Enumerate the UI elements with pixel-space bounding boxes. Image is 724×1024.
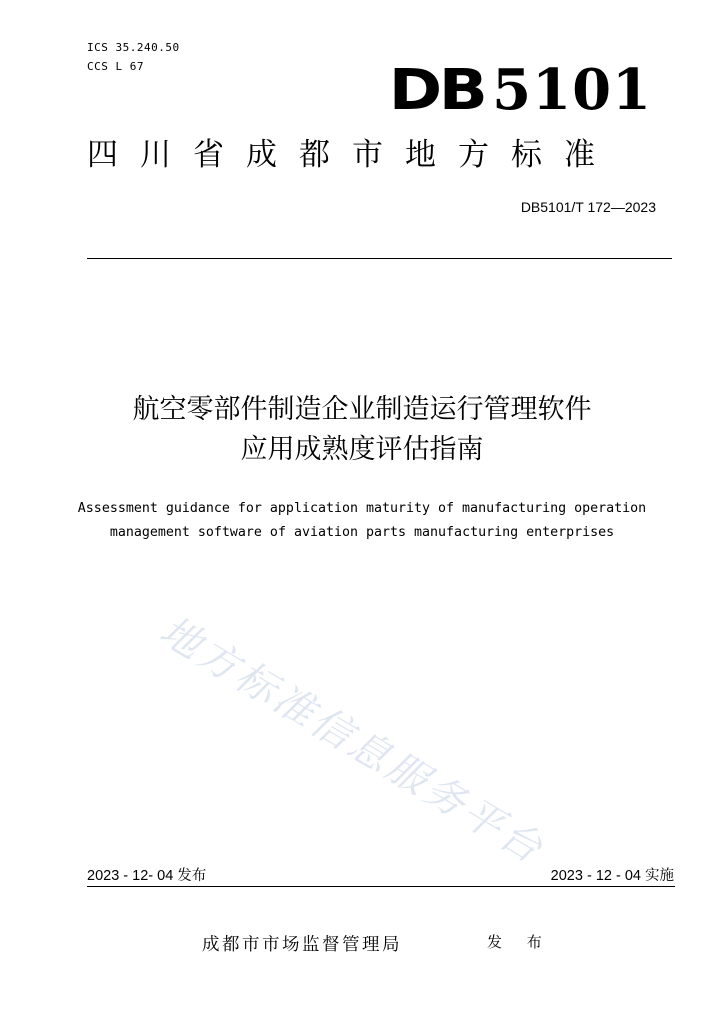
top-divider	[87, 258, 672, 259]
publisher-name: 成都市市场监督管理局	[202, 935, 402, 955]
standard-number: DB5101/T 172—2023	[520, 199, 656, 215]
ics-code: ICS 35.240.50	[87, 41, 180, 54]
bottom-divider	[87, 886, 675, 887]
chinese-title	[60, 390, 664, 470]
watermark: 地方标准信息服务平台	[151, 607, 553, 874]
english-title-line-1: Assessment guidance for application maturity of manufacturing operation	[77, 501, 647, 516]
date-row	[87, 866, 674, 888]
classification-codes	[87, 38, 180, 76]
issuer-title: 四川省成都市地方标准	[87, 137, 617, 173]
issue-label: 发 布	[487, 933, 552, 951]
english-title	[40, 497, 684, 545]
chinese-title-line-1: 航空零部件制造企业制造运行管理软件	[132, 394, 592, 425]
chinese-title-line-2: 应用成熟度评估指南	[240, 434, 484, 465]
ccs-code: CCS L 67	[87, 60, 144, 73]
db-standard-logo	[388, 57, 652, 123]
db-mark: DB	[388, 58, 485, 123]
english-title-line-2: management software of aviation parts manufacturing enterprises	[109, 525, 615, 540]
release-date: 2023 - 12- 04 发布	[87, 868, 207, 884]
publisher-row	[0, 930, 724, 960]
db-region-code: 5101	[492, 57, 652, 123]
implementation-date: 2023 - 12 - 04 实施	[550, 868, 674, 884]
